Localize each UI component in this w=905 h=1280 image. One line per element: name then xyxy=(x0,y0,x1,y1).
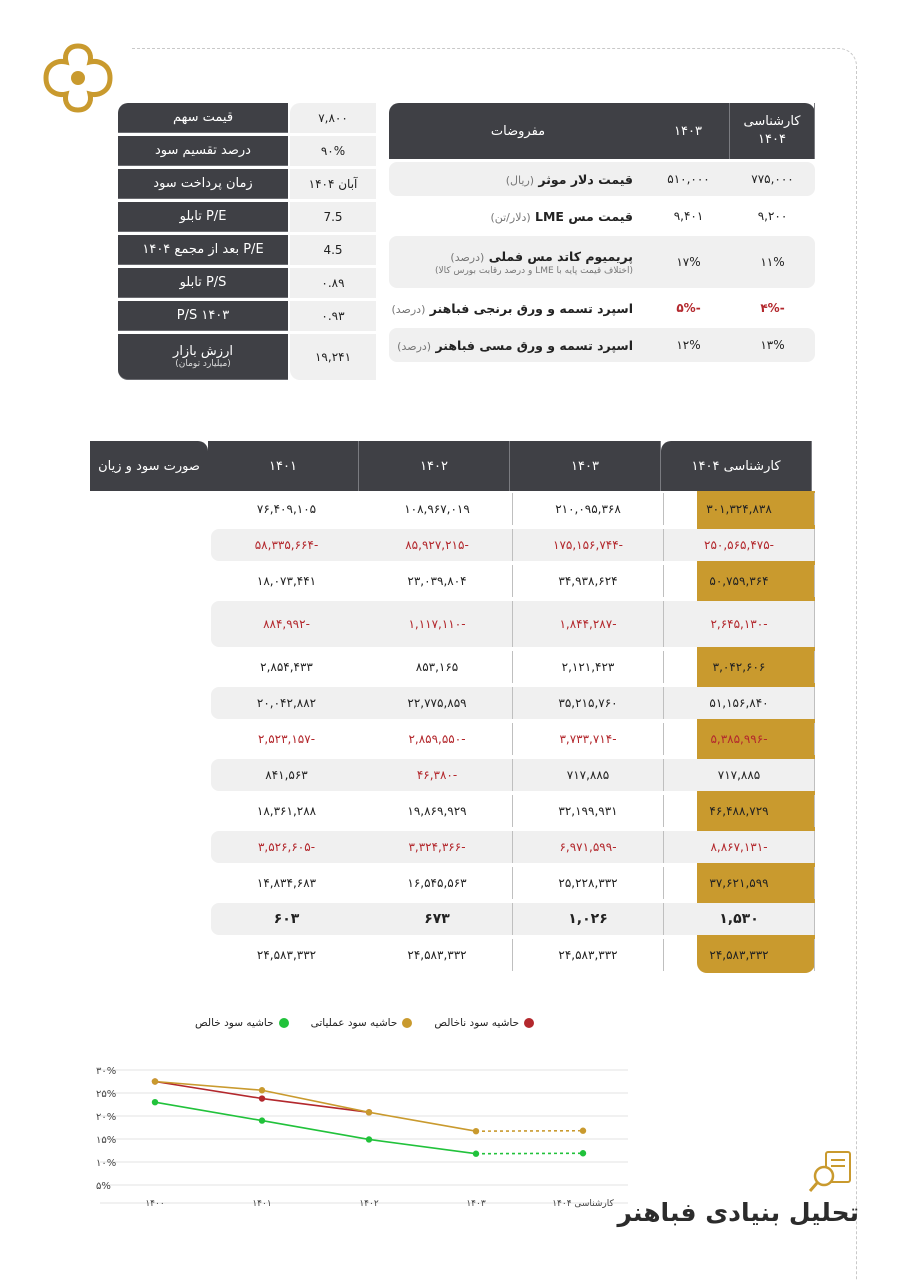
assumption-label-line xyxy=(391,301,633,316)
assumption-label-unit: (دلار/تن) xyxy=(490,210,531,224)
info-value: ۰.۹۳ xyxy=(290,301,376,331)
pl-row-values xyxy=(211,493,815,525)
series-line-segment xyxy=(369,1139,476,1153)
pl-row-label: سود عملیاتی xyxy=(110,695,188,710)
pl-row-values xyxy=(211,831,815,863)
pl-row xyxy=(90,901,815,937)
assumption-label-line xyxy=(397,338,633,353)
pl-row xyxy=(90,865,815,901)
pl-cell: -۶,۹۷۱,۵۹۹ xyxy=(513,831,664,863)
pl-cell: ۱,۵۳۰ xyxy=(664,903,815,935)
series-line-segment xyxy=(155,1082,262,1091)
pl-row-values xyxy=(211,939,815,971)
page-title: تحلیل بنیادی فباهنر xyxy=(617,1198,859,1227)
pl-cell: ۱۹,۸۶۹,۹۲۹ xyxy=(362,795,513,827)
legend-label: حاشیه سود ناخالص xyxy=(434,1017,520,1029)
x-tick-label: ۱۴۰۳ xyxy=(466,1199,486,1209)
data-point xyxy=(580,1128,586,1134)
pl-row-values xyxy=(211,687,815,719)
assumptions-header-label: مفروضات xyxy=(490,123,546,139)
pl-cell: ۶۷۳ xyxy=(362,903,513,935)
pl-row-label: درآمدهای عملیاتی xyxy=(95,501,203,516)
info-label-text: P/E بعد از مجمع ۱۴۰۴ xyxy=(142,242,264,257)
pl-cell: ۳۷,۶۲۱,۵۹۹ xyxy=(664,867,815,899)
pl-row xyxy=(90,721,815,757)
pl-header-1404: کارشناسی ۱۴۰۴ xyxy=(661,441,812,491)
pl-cell: ۱۶,۵۴۵,۵۶۳ xyxy=(362,867,513,899)
info-row xyxy=(118,301,376,331)
x-tick-label: ۱۴۰۱ xyxy=(252,1199,272,1209)
pl-cell: -۵,۳۸۵,۹۹۶ xyxy=(664,723,815,755)
legend-label: حاشیه سود خالص xyxy=(195,1017,274,1029)
pl-row xyxy=(90,491,815,527)
pl-cell: -۵۸,۳۳۵,۶۶۴ xyxy=(254,538,319,552)
assumption-label-text: اسپرد تسمه و ورق برنجی فباهنر xyxy=(429,300,633,316)
pl-cell: ۲,۸۵۴,۴۳۳ xyxy=(260,660,313,674)
pl-row xyxy=(90,757,815,793)
info-label xyxy=(118,103,288,133)
info-row xyxy=(118,235,376,265)
pl-cell: ۲۲,۷۷۵,۸۵۹ xyxy=(362,687,513,719)
assumption-row xyxy=(389,199,815,233)
pl-row xyxy=(90,563,815,599)
series-line-segment xyxy=(155,1102,262,1120)
assumption-value-1404: -۴% xyxy=(760,300,785,315)
assumptions-table xyxy=(389,103,815,362)
pl-row-label: مالیات xyxy=(130,839,168,854)
pl-cell: ۲۴,۵۸۳,۳۳۲ xyxy=(256,948,317,962)
info-value: ۹۰% xyxy=(290,136,376,166)
assumption-value-1404: ۱۳% xyxy=(760,337,785,352)
assumption-label xyxy=(389,162,647,196)
pl-cell: ۲۱۰,۰۹۵,۳۶۸ xyxy=(513,493,664,525)
pl-row-values xyxy=(211,759,815,791)
pl-cell: ۲۴,۵۸۳,۳۳۲ xyxy=(664,939,815,971)
assumption-row xyxy=(389,236,815,288)
assumptions-header xyxy=(389,103,815,159)
pl-row xyxy=(90,793,815,829)
assumption-value-1403: -۵% xyxy=(676,301,701,315)
info-label-text: P/S ۱۴۰۳ xyxy=(176,308,230,323)
y-tick-label: ۱۰% xyxy=(96,1158,117,1169)
pl-cell: ۱,۰۲۶ xyxy=(513,903,664,935)
pl-cell: ۷۱۷,۸۸۵ xyxy=(664,759,815,791)
pl-header-1401: ۱۴۰۱ xyxy=(208,441,359,491)
x-tick-label: ۱۴۰۰ xyxy=(145,1199,165,1209)
pl-cell: ۸۴۱,۵۶۳ xyxy=(265,768,308,782)
pl-row-values xyxy=(211,723,815,755)
pl-row xyxy=(90,649,815,685)
pl-row-label: سود قبل از مالیات xyxy=(93,803,205,818)
margin-line-chart xyxy=(60,1010,640,1225)
pl-cell: ۱۸,۰۷۳,۴۴۱ xyxy=(256,574,317,588)
info-value: 7.5 xyxy=(290,202,376,232)
pl-row xyxy=(90,685,815,721)
pl-cell: ۷۱۷,۸۸۵ xyxy=(513,759,664,791)
pl-row-label: هزینه مالی xyxy=(116,731,182,746)
assumptions-header-1404: کارشناسی ۱۴۰۴ xyxy=(730,103,815,159)
series-line-segment xyxy=(262,1121,369,1140)
brand-logo-icon xyxy=(40,40,116,116)
pl-row-values xyxy=(211,529,815,561)
pl-row-label: سرمایه ثبتی xyxy=(112,947,186,962)
info-label-text: ارزش بازار xyxy=(173,344,233,359)
pl-cell: -۸۵,۹۲۷,۲۱۵ xyxy=(362,529,513,561)
info-value: ۰.۸۹ xyxy=(290,268,376,298)
pl-row xyxy=(90,527,815,563)
assumption-value-1403: ۹,۴۰۱ xyxy=(673,209,704,223)
pl-cell: ۵۰,۷۵۹,۳۶۴ xyxy=(664,565,815,597)
assumption-label-unit: (درصد) xyxy=(391,302,426,316)
pl-cell: ۲۵,۲۲۸,۳۳۲ xyxy=(513,867,664,899)
assumption-value-1403: ۵۱۰,۰۰۰ xyxy=(667,172,710,186)
info-label-text: قیمت سهم xyxy=(172,110,234,125)
data-point xyxy=(366,1109,372,1115)
pl-row-values xyxy=(211,903,815,935)
info-row xyxy=(118,334,376,380)
legend-label: حاشیه سود عملیاتی xyxy=(310,1017,398,1029)
info-label-text: زمان پرداخت سود xyxy=(153,176,253,191)
pl-cell: -۳,۳۲۴,۳۶۶ xyxy=(362,831,513,863)
pl-row xyxy=(90,937,815,973)
assumption-value-1403: ۱۲% xyxy=(676,338,701,352)
pl-cell: -۱,۸۴۴,۲۸۷ xyxy=(513,601,664,647)
info-row xyxy=(118,202,376,232)
data-point xyxy=(473,1128,479,1134)
assumption-label xyxy=(389,236,647,288)
info-row xyxy=(118,169,376,199)
pl-row-label: سود خالص xyxy=(117,875,181,890)
data-point xyxy=(366,1136,372,1142)
pl-cell: -۱۷۵,۱۵۶,۷۴۴ xyxy=(513,529,664,561)
assumption-label-line xyxy=(506,172,633,187)
data-point xyxy=(152,1099,158,1105)
info-value: ۱۹,۲۴۱ xyxy=(290,334,376,380)
y-tick-label: ۳۰% xyxy=(96,1066,117,1077)
info-label xyxy=(118,235,288,265)
pl-cell: ۲,۱۲۱,۴۲۳ xyxy=(513,651,664,683)
pl-cell: ۳۵,۲۱۵,۷۶۰ xyxy=(513,687,664,719)
pl-cell: ۲۴,۵۸۳,۳۳۲ xyxy=(362,939,513,971)
pl-cell: ۳,۰۴۲,۶۰۶ xyxy=(664,651,815,683)
series-line-segment xyxy=(155,1082,262,1099)
pl-cell: ۵۱,۱۵۶,۸۴۰ xyxy=(664,687,815,719)
assumption-row xyxy=(389,162,815,196)
pl-cell: ۲۴,۵۸۳,۳۳۲ xyxy=(513,939,664,971)
pl-row-label: سایر درآمدها xyxy=(110,659,188,674)
info-row xyxy=(118,136,376,166)
pl-row-label: سایر غیرعملیاتی xyxy=(98,767,200,782)
pl-cell: -۲,۸۵۹,۵۵۰ xyxy=(362,723,513,755)
data-point xyxy=(580,1150,586,1156)
pl-cell: ۲۰,۰۴۲,۸۸۲ xyxy=(256,696,317,710)
info-value: ۷,۸۰۰ xyxy=(290,103,376,133)
data-point xyxy=(473,1151,479,1157)
pl-cell: ۴۶,۴۸۸,۷۲۹ xyxy=(664,795,815,827)
info-label-sub: (میلیارد تومان) xyxy=(175,359,231,369)
info-label xyxy=(118,301,288,331)
pl-row-label: سود هر سهم xyxy=(109,911,189,926)
pl-cell: -۸,۸۶۷,۱۳۱ xyxy=(664,831,815,863)
series-line-segment xyxy=(369,1112,476,1131)
pl-cell: ۸۵۳,۱۶۵ xyxy=(362,651,513,683)
assumption-row xyxy=(389,328,815,362)
pl-header-label: صورت سود و زیان xyxy=(90,441,208,491)
info-value: 4.5 xyxy=(290,235,376,265)
pl-row-values xyxy=(211,867,815,899)
pl-row-values xyxy=(211,601,815,647)
pl-row-label: بهای تمام شده xyxy=(105,537,193,552)
y-tick-label: ۱۵% xyxy=(96,1135,117,1146)
assumption-label xyxy=(389,291,647,325)
pl-cell: -۱,۱۱۷,۱۱۰ xyxy=(362,601,513,647)
x-tick-label: ۱۴۰۲ xyxy=(359,1199,379,1209)
assumption-label-line xyxy=(490,209,633,224)
info-label xyxy=(118,169,288,199)
assumption-row xyxy=(389,291,815,325)
info-label xyxy=(118,202,288,232)
pl-cell: -۳,۵۲۶,۶۰۵ xyxy=(257,840,316,854)
pl-cell: -۸۸۴,۹۹۲ xyxy=(263,617,310,631)
assumption-label-line xyxy=(450,249,633,264)
assumption-label xyxy=(389,199,647,233)
assumption-value-1404: ۷۷۵,۰۰۰ xyxy=(751,171,794,186)
pl-row-label: هزینه های فروش اداری و عمومی xyxy=(97,608,201,639)
income-statement-header xyxy=(90,441,815,491)
pl-row xyxy=(90,599,815,649)
data-point xyxy=(259,1095,265,1101)
pl-cell: ۱۸,۳۶۱,۲۸۸ xyxy=(256,804,317,818)
assumption-label-text: قیمت مس LME xyxy=(535,208,633,224)
pl-cell: ۲۳,۰۳۹,۸۰۴ xyxy=(362,565,513,597)
pl-cell: ۶۰۳ xyxy=(273,911,300,927)
pl-row-label: سود ناخالص xyxy=(112,573,186,588)
pl-row xyxy=(90,829,815,865)
data-point xyxy=(152,1078,158,1084)
pl-cell: -۲,۵۲۳,۱۵۷ xyxy=(257,732,316,746)
assumption-label-unit: (ریال) xyxy=(505,173,535,187)
assumption-label-text: پریمیوم کاتد مس فملی xyxy=(488,248,633,264)
pl-cell: ۳۰۱,۳۲۴,۸۳۸ xyxy=(664,493,815,525)
info-label-text: P/E تابلو xyxy=(179,209,227,224)
y-tick-label: ۲۵% xyxy=(96,1089,117,1100)
assumption-value-1403: ۱۷% xyxy=(676,255,701,269)
pl-header-1403: ۱۴۰۳ xyxy=(510,441,661,491)
pl-row-values xyxy=(211,651,815,683)
pl-row-values xyxy=(211,565,815,597)
pl-cell: ۳۴,۹۳۸,۶۲۴ xyxy=(513,565,664,597)
pl-cell: -۲۵۰,۵۶۵,۴۷۵ xyxy=(664,529,815,561)
assumption-label xyxy=(389,328,647,362)
info-label-text: درصد تقسیم سود xyxy=(155,143,251,158)
y-tick-label: ۲۰% xyxy=(96,1112,117,1123)
info-row xyxy=(118,103,376,133)
document-magnifier-icon xyxy=(806,1148,858,1196)
assumption-value-1404: ۱۱% xyxy=(760,254,785,269)
pl-cell: ۷۶,۴۰۹,۱۰۵ xyxy=(256,502,317,516)
info-label xyxy=(118,268,288,298)
pl-cell: ۱۴,۸۳۴,۶۸۳ xyxy=(256,876,317,890)
assumption-label-note: (اختلاف قیمت پایه با LME و درصد رقابت بورس کالا) xyxy=(434,265,633,276)
pl-cell: -۲,۶۴۵,۱۳۰ xyxy=(664,601,815,647)
assumption-label-text: قیمت دلار موثر xyxy=(538,171,633,187)
pl-cell: ۱۰۸,۹۶۷,۰۱۹ xyxy=(362,493,513,525)
info-row xyxy=(118,268,376,298)
stock-info-table xyxy=(118,103,376,383)
data-point xyxy=(259,1117,265,1123)
info-label-text: P/S تابلو xyxy=(179,275,227,290)
pl-cell: -۴۶,۳۸۰ xyxy=(362,759,513,791)
data-point xyxy=(259,1087,265,1093)
assumptions-header-1403: ۱۴۰۳ xyxy=(647,103,730,159)
assumption-label-unit: (درصد) xyxy=(397,339,432,353)
pl-cell: -۳,۷۳۳,۷۱۴ xyxy=(513,723,664,755)
assumption-value-1404: ۹,۲۰۰ xyxy=(757,208,788,223)
pl-row-values xyxy=(211,795,815,827)
y-tick-label: ۵% xyxy=(96,1181,111,1192)
info-label xyxy=(118,136,288,166)
income-statement-table xyxy=(90,441,815,973)
info-value: آبان ۱۴۰۴ xyxy=(290,169,376,199)
assumption-label-unit: (درصد) xyxy=(450,250,485,264)
pl-cell: ۳۲,۱۹۹,۹۳۱ xyxy=(513,795,664,827)
pl-header-1402: ۱۴۰۲ xyxy=(359,441,510,491)
info-label xyxy=(118,334,288,380)
assumption-label-text: اسپرد تسمه و ورق مسی فباهنر xyxy=(435,337,633,353)
x-tick-label: کارشناسی ۱۴۰۴ xyxy=(552,1199,614,1209)
